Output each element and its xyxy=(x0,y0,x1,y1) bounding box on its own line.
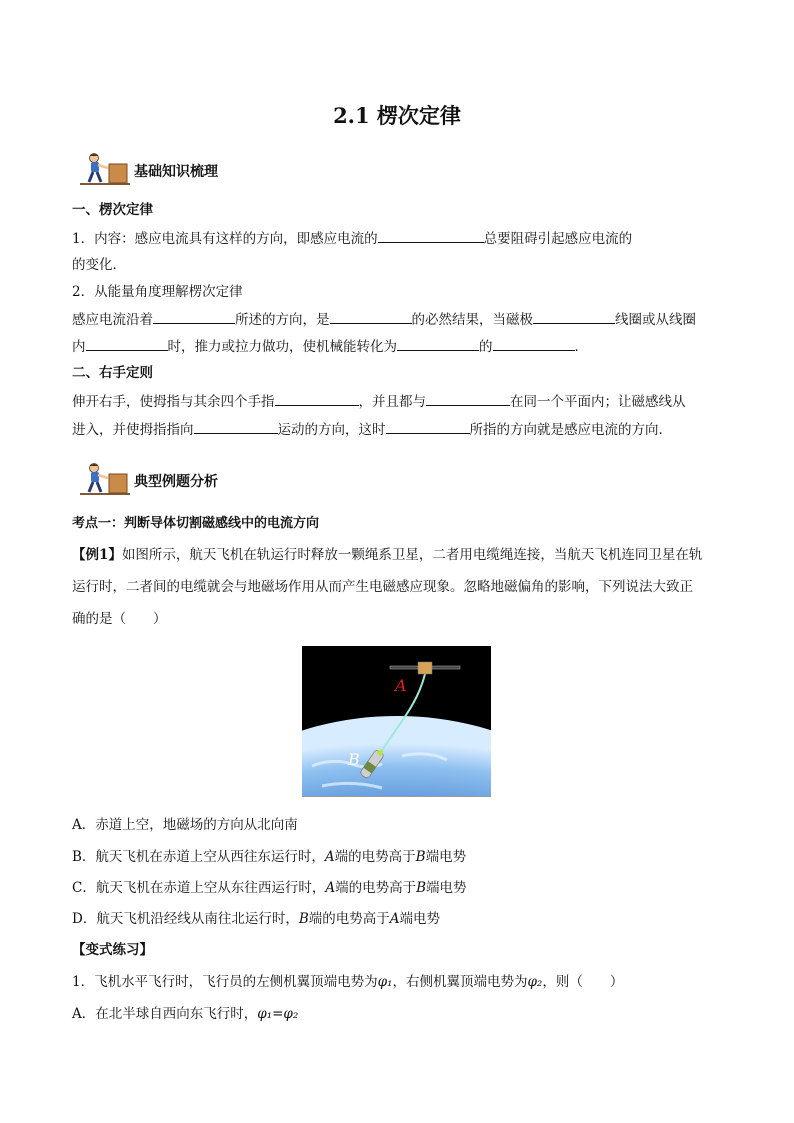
content-line-4: 内 时，推力或拉力做功，使机械能转化为 的 ． xyxy=(72,336,588,357)
option-b: B．航天飞机在赤道上空从西往东运行时，A端的电势高于B端电势 xyxy=(72,849,467,865)
heading-lenz-law: 一、楞次定律 xyxy=(72,202,153,218)
fill-blank xyxy=(330,309,412,324)
variant-question-1: 1．飞机水平飞行时，飞行员的左侧机翼顶端电势为φ₁，右侧机翼顶端电势为φ₂，则（ ） xyxy=(72,974,624,990)
label-b: B xyxy=(348,750,360,769)
content-line-6: 进入，并使拇指指向 运动的方向，这时 所指的方向就是感应电流的方向． xyxy=(72,419,672,440)
fill-blank xyxy=(533,309,615,324)
fill-blank xyxy=(493,336,575,351)
example-line-3: 确的是（ ） xyxy=(72,611,167,627)
variant-option-a: A．在北半球自西向东飞行时，φ₁=φ₂ xyxy=(72,1006,299,1022)
heading-right-hand-rule: 二、右手定则 xyxy=(72,365,153,381)
option-a: A．赤道上空，地磁场的方向从北向南 xyxy=(72,817,298,833)
page-title: 2.1 楞次定律 xyxy=(333,103,461,128)
example-line-2: 运行时，二者间的电缆就会与地磁场作用从而产生电磁感应现象。忽略地磁偏角的影响，下列说法大致正 xyxy=(72,579,693,595)
variant-heading: 【变式练习】 xyxy=(72,942,153,958)
section-heading: 典型例题分析 xyxy=(134,474,218,490)
boy-pushing-box-icon xyxy=(80,462,132,496)
option-d: D．航天飞机沿经线从南往北运行时，B端的电势高于A端电势 xyxy=(72,911,440,927)
option-c: C．航天飞机在赤道上空从东往西运行时，A端的电势高于B端电势 xyxy=(72,880,467,896)
boy-pushing-box-icon xyxy=(80,152,132,186)
label-a: A xyxy=(395,676,407,695)
subheading-energy: 2．从能量角度理解楞次定律 xyxy=(72,284,243,300)
content-line-2: 的变化． xyxy=(72,257,126,273)
fill-blank xyxy=(397,336,479,351)
fill-blank xyxy=(386,419,470,434)
fill-blank xyxy=(153,309,235,324)
fill-blank xyxy=(194,419,278,434)
section-header-basics xyxy=(80,152,280,186)
section-heading: 基础知识梳理 xyxy=(134,164,218,180)
kaodian-heading: 考点一：判断导体切割磁感线中的电流方向 xyxy=(72,516,320,531)
fill-blank xyxy=(426,391,510,406)
example-line-1: 【例1】如图所示，航天飞机在轨运行时释放一颗绳系卫星，二者用电缆绳连接，当航天飞机连同卫星在轨 xyxy=(72,547,703,563)
content-line-1: 1．内容：感应电流具有这样的方向，即感应电流的 总要阻碍引起感应电流的 xyxy=(72,228,632,249)
fill-blank xyxy=(275,391,359,406)
fill-blank xyxy=(378,228,484,243)
content-line-3: 感应电流沿着 所述的方向，是 的必然结果，当磁极 线圈或从线圈 xyxy=(72,309,696,330)
fill-blank xyxy=(86,336,168,351)
section-header-examples xyxy=(80,462,280,496)
figure-underline xyxy=(302,796,491,797)
satellite-figure xyxy=(302,646,491,796)
content-line-5: 伸开右手，使拇指与其余四个手指 ，并且都与 在同一个平面内；让磁感线从 xyxy=(72,391,686,412)
